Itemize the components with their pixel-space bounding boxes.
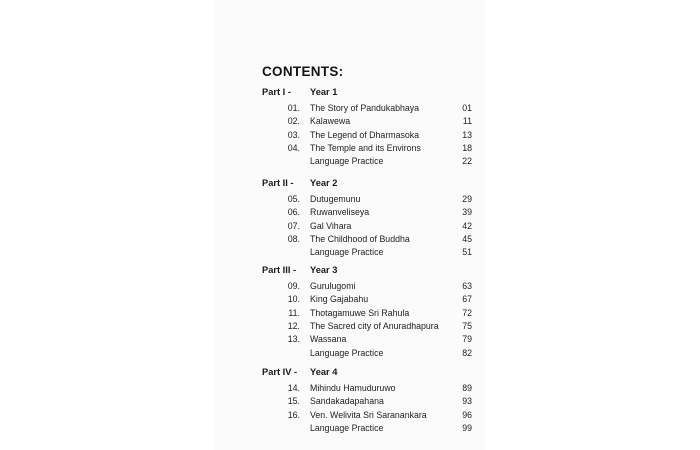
chapter-title: Wassana xyxy=(310,334,347,345)
toc-entry[interactable] xyxy=(262,116,477,128)
chapter-title: Ven. Welivita Sri Saranankara xyxy=(310,409,427,420)
toc-entry[interactable] xyxy=(262,221,477,233)
page-number: 22 xyxy=(462,156,472,167)
toc-entry[interactable] xyxy=(262,130,477,142)
toc-entry[interactable] xyxy=(262,103,477,115)
toc-entry[interactable] xyxy=(262,294,477,306)
toc-entry[interactable] xyxy=(262,234,477,246)
toc-entry[interactable] xyxy=(262,207,477,219)
chapter-title: Language Practice xyxy=(310,422,384,433)
chapter-title: Dutugemunu xyxy=(310,194,361,204)
toc-entry[interactable] xyxy=(262,156,477,168)
part-label: Part IV - xyxy=(262,367,298,377)
chapter-number: 14. xyxy=(287,383,300,393)
page-number: 42 xyxy=(462,220,472,231)
chapter-title: Ruwanveliseya xyxy=(310,207,370,218)
chapter-title: Gurulugomi xyxy=(310,281,356,291)
page-number: 96 xyxy=(462,409,472,420)
toc-entry[interactable] xyxy=(262,247,477,259)
part-year: Year 1 xyxy=(310,87,338,97)
page-number: 13 xyxy=(462,129,472,140)
toc-entry[interactable] xyxy=(262,321,477,333)
page-number: 67 xyxy=(462,294,472,305)
contents-heading: CONTENTS: xyxy=(262,64,344,79)
toc-entry[interactable] xyxy=(262,383,477,395)
page-number: 29 xyxy=(462,194,472,204)
chapter-title: The Legend of Dharmasoka xyxy=(310,129,420,140)
chapter-number: 01. xyxy=(287,103,300,113)
toc-entry[interactable] xyxy=(262,423,477,435)
toc-entry[interactable] xyxy=(262,143,477,155)
chapter-number: 06. xyxy=(287,207,300,218)
page-number: 82 xyxy=(462,347,472,358)
chapter-title: Language Practice xyxy=(310,156,384,167)
part-label: Part III - xyxy=(262,265,297,275)
page-number: 11 xyxy=(462,116,472,127)
page-number: 01 xyxy=(462,103,472,113)
toc-entry[interactable] xyxy=(262,410,477,422)
chapter-number: 05. xyxy=(287,194,300,204)
chapter-number: 13. xyxy=(287,334,300,345)
toc-entry[interactable] xyxy=(262,348,477,360)
page-number: 79 xyxy=(462,334,472,345)
chapter-title: King Gajabahu xyxy=(310,294,369,305)
chapter-number: 11. xyxy=(288,307,300,318)
chapter-number: 10. xyxy=(287,294,300,305)
page-number: 51 xyxy=(462,247,472,258)
chapter-title: Sandakadapahana xyxy=(310,396,384,407)
chapter-number: 12. xyxy=(287,320,300,331)
part-year: Year 3 xyxy=(310,265,338,275)
toc-entry[interactable] xyxy=(262,308,477,320)
page-number: 75 xyxy=(462,320,472,331)
part-label: Part II - xyxy=(262,178,294,188)
chapter-title: The Childhood of Buddha xyxy=(310,233,410,244)
chapter-number: 03. xyxy=(287,129,300,140)
chapter-title: Mihindu Hamuduruwo xyxy=(310,383,396,393)
chapter-number: 02. xyxy=(287,116,300,127)
page-number: 45 xyxy=(462,233,472,244)
page-number: 39 xyxy=(462,207,472,218)
part-year: Year 4 xyxy=(310,367,338,377)
part-label: Part I - xyxy=(262,87,291,97)
chapter-title: Language Practice xyxy=(310,247,384,258)
toc-entry[interactable] xyxy=(262,396,477,408)
chapter-number: 16. xyxy=(287,409,300,420)
chapter-title: Kalawewa xyxy=(310,116,351,127)
chapter-number: 08. xyxy=(287,233,300,244)
chapter-number: 09. xyxy=(287,281,300,291)
page-number: 63 xyxy=(462,281,472,291)
chapter-title: The Temple and its Environs xyxy=(310,142,421,153)
chapter-number: 15. xyxy=(287,396,300,407)
chapter-number: 07. xyxy=(287,220,300,231)
page-number: 99 xyxy=(462,422,472,433)
toc-entry[interactable] xyxy=(262,281,477,293)
page-number: 89 xyxy=(462,383,472,393)
part-year: Year 2 xyxy=(310,178,338,188)
chapter-number: 04. xyxy=(287,142,300,153)
page-number: 18 xyxy=(462,142,472,153)
chapter-title: The Story of Pandukabhaya xyxy=(310,103,420,113)
toc-entry[interactable] xyxy=(262,194,477,206)
chapter-title: Gal Vihara xyxy=(310,220,352,231)
chapter-title: The Sacred city of Anuradhapura xyxy=(310,320,439,331)
page-number: 93 xyxy=(462,396,472,407)
chapter-title: Language Practice xyxy=(310,347,384,358)
page-number: 72 xyxy=(462,307,472,318)
toc-entry[interactable] xyxy=(262,334,477,346)
chapter-title: Thotagamuwe Sri Rahula xyxy=(310,307,410,318)
